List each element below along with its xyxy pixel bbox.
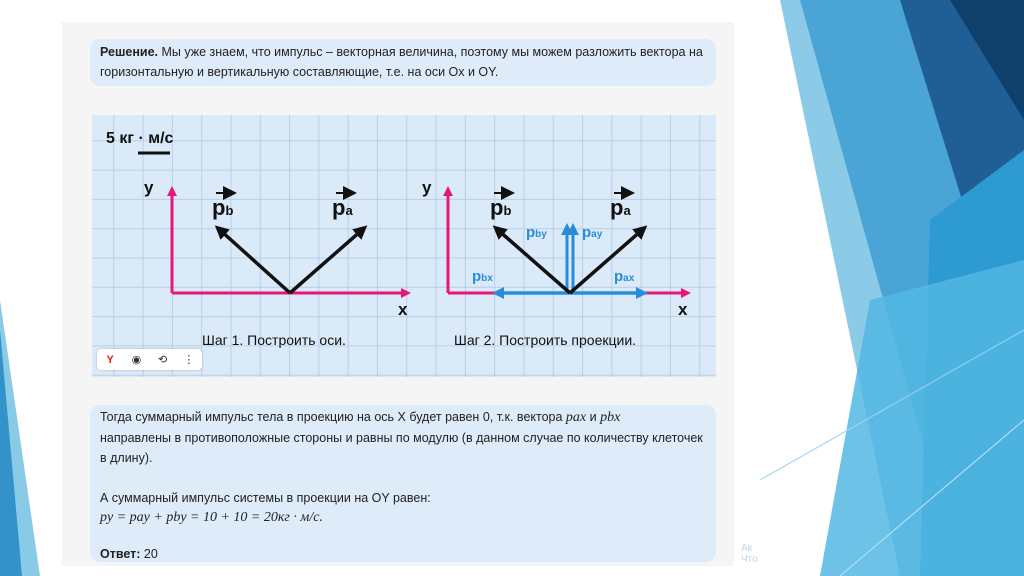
solution-text: Мы уже знаем, что импульс – векторная величина, поэтому мы можем разложить вектора на горизонтальную и вертикальную составляющие, т.е. на оси Ox и OY. — [100, 45, 703, 79]
left-pb-label: pb — [212, 195, 234, 220]
answer-card — [90, 405, 716, 562]
answer-result: Ответ: 20 — [100, 547, 158, 561]
right-caption: Шаг 2. Построить проекции. — [454, 332, 637, 348]
right-pa-label: pa — [610, 195, 631, 220]
eye-icon[interactable]: ◉ — [131, 354, 142, 366]
left-vector-pb — [220, 230, 290, 293]
scale-label: 5 кг · м/с — [106, 130, 174, 147]
answer-line-1: Тогда суммарный импульс тела в проекцию на ось X будет равен 0, т.к. вектора pax и pbx — [100, 410, 621, 425]
image-toolbar — [97, 349, 202, 370]
left-pa-label: pa — [332, 195, 353, 220]
right-pb-label: pb — [490, 195, 512, 220]
answer-line-2: направлены в противоположные стороны и равны по модулю (в данном случае по количеству клеточек в длину). — [100, 431, 703, 465]
left-x-label: x — [398, 300, 408, 319]
share-icon[interactable]: ⟲ — [158, 354, 168, 366]
overlay-text: Ак Что — [741, 543, 758, 565]
solution-card — [90, 39, 716, 86]
right-x-label: x — [678, 300, 688, 319]
proj-pby-label: pby — [526, 224, 547, 241]
more-icon[interactable]: ⋮ — [183, 354, 195, 366]
right-y-label: y — [422, 178, 432, 197]
left-caption: Шаг 1. Построить оси. — [202, 332, 346, 348]
solution-label: Решение. — [100, 45, 159, 59]
diagram-panel — [92, 115, 716, 377]
answer-formula: py = pay + pby = 10 + 10 = 20кг · м/с. — [100, 510, 323, 525]
left-vector-pa — [290, 230, 362, 293]
vector-diagram — [92, 115, 716, 377]
proj-pbx-label: pbx — [472, 268, 493, 285]
proj-pay-label: pay — [582, 224, 603, 241]
proj-pax-label: pax — [614, 268, 635, 285]
left-y-label: y — [144, 178, 154, 197]
answer-line-3: А суммарный импульс системы в проекции на OY равен: — [100, 491, 431, 505]
yandex-icon[interactable]: Y — [106, 353, 114, 366]
